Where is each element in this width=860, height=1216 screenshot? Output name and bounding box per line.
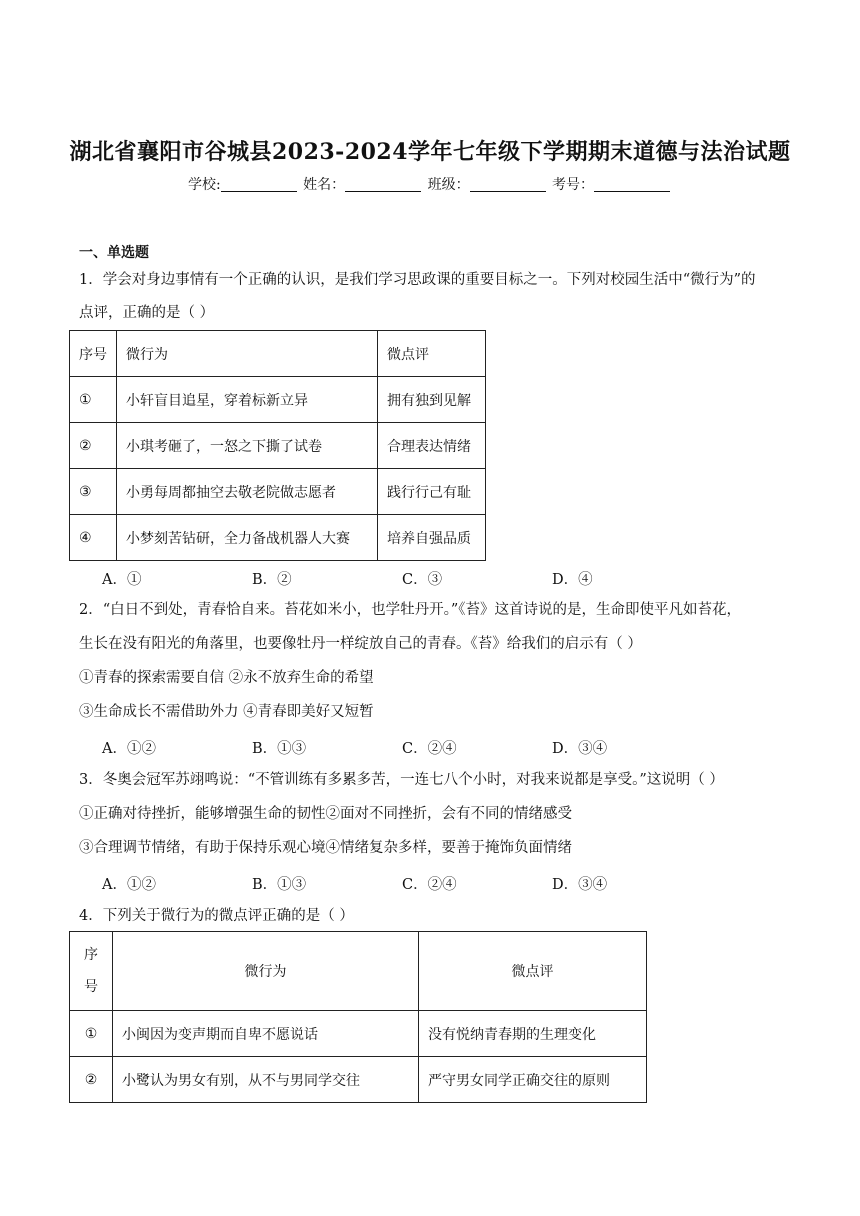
q3-options	[102, 873, 702, 894]
q2-line2: 生长在没有阳光的角落里，也要像牡丹一样绽放自己的青春。《苔》给我们的启示有（ ）	[79, 636, 642, 652]
table-cell: 小勇每周都抽空去敬老院做志愿者	[117, 469, 378, 515]
table-cell: 小鹭认为男女有别，从不与男同学交往	[113, 1057, 419, 1103]
table-header-cell: 微行为	[117, 331, 378, 377]
table-header-row	[70, 932, 647, 1011]
table-cell: ④	[70, 515, 117, 561]
table-row	[70, 469, 486, 515]
table-cell: 拥有独到见解	[378, 377, 486, 423]
option-a[interactable]: A．①②	[102, 741, 156, 757]
table-cell: 小梦刻苦钻研，全力备战机器人大赛	[117, 515, 378, 561]
table-cell: 践行行己有耻	[378, 469, 486, 515]
school-blank	[221, 177, 297, 192]
q3-line1: 3．冬奥会冠军苏翊鸣说：“不管训练有多累多苦，一连七八个小时，对我来说都是享受。”这说明（ ）	[79, 772, 724, 788]
q2-line3: ①青春的探索需要自信 ②永不放弃生命的希望	[79, 670, 374, 686]
table-header-cell: 微行为	[113, 932, 419, 1011]
q4-table	[69, 931, 647, 1103]
q1-table	[69, 330, 486, 561]
table-cell: ①	[70, 377, 117, 423]
table-cell: 小轩盲目追星，穿着标新立异	[117, 377, 378, 423]
class-blank	[470, 177, 546, 192]
q4-line1: 4．下列关于微行为的微点评正确的是（ ）	[79, 908, 354, 924]
class-label: 班级：	[427, 177, 470, 193]
table-header-cell: 微点评	[378, 331, 486, 377]
q1-line2: 点评，正确的是（ ）	[79, 305, 215, 321]
header-xu: 序	[84, 947, 98, 963]
q2-line1: 2．“白日不到处，青春恰自来。苔花如米小，也学牡丹开。”《苔》这首诗说的是，生命即使平凡如苔花，	[79, 602, 742, 618]
table-header-cell: 序号	[70, 331, 117, 377]
q2-line4: ③生命成长不需借助外力 ④青春即美好又短暂	[79, 704, 374, 720]
option-c[interactable]: C．②④	[402, 877, 457, 893]
option-b[interactable]: B．①③	[252, 741, 307, 757]
section-heading: 一、单选题	[79, 245, 149, 261]
table-row	[70, 423, 486, 469]
q1-line1: 1．学会对身边事情有一个正确的认识，是我们学习思政课的重要目标之一。下列对校园生活中“微行为”的	[79, 272, 756, 288]
q3-line3: ③合理调节情绪，有助于保持乐观心境④情绪复杂多样，要善于掩饰负面情绪	[79, 840, 572, 856]
table-header-row	[70, 331, 486, 377]
option-c[interactable]: C．③	[402, 572, 443, 588]
q1-options	[102, 568, 702, 589]
table-row	[70, 515, 486, 561]
table-cell: 小琪考砸了，一怒之下撕了试卷	[117, 423, 378, 469]
table-row	[70, 377, 486, 423]
table-header-cell: 微点评	[419, 932, 647, 1011]
table-cell: ②	[70, 1057, 113, 1103]
option-d[interactable]: D．④	[552, 572, 593, 588]
table-cell: 没有悦纳青春期的生理变化	[419, 1011, 647, 1057]
header-hao: 号	[84, 979, 98, 995]
student-info-line	[0, 174, 860, 194]
table-cell: ①	[70, 1011, 113, 1057]
option-d[interactable]: D．③④	[552, 877, 608, 893]
table-cell: 小闽因为变声期而自卑不愿说话	[113, 1011, 419, 1057]
table-cell: 严守男女同学正确交往的原则	[419, 1057, 647, 1103]
table-cell: ②	[70, 423, 117, 469]
table-row	[70, 1011, 647, 1057]
option-c[interactable]: C．②④	[402, 741, 457, 757]
school-label: 学校:	[187, 177, 221, 193]
exam-number-blank	[594, 177, 670, 192]
option-d[interactable]: D．③④	[552, 741, 608, 757]
exam-title: 湖北省襄阳市谷城县2023-2024学年七年级下学期期末道德与法治试题	[69, 139, 791, 165]
table-row	[70, 1057, 647, 1103]
table-cell: 培养自强品质	[378, 515, 486, 561]
option-a[interactable]: A．①②	[102, 877, 156, 893]
table-cell: ③	[70, 469, 117, 515]
table-cell: 合理表达情绪	[378, 423, 486, 469]
q2-options	[102, 737, 702, 758]
exam-number-label: 考号：	[552, 177, 595, 193]
table-header-cell	[70, 932, 113, 1011]
q3-line2: ①正确对待挫折，能够增强生命的韧性②面对不同挫折，会有不同的情绪感受	[79, 806, 572, 822]
name-blank	[345, 177, 421, 192]
option-a[interactable]: A．①	[102, 572, 142, 588]
option-b[interactable]: B．②	[252, 572, 292, 588]
name-label: 姓名：	[303, 177, 346, 193]
option-b[interactable]: B．①③	[252, 877, 307, 893]
